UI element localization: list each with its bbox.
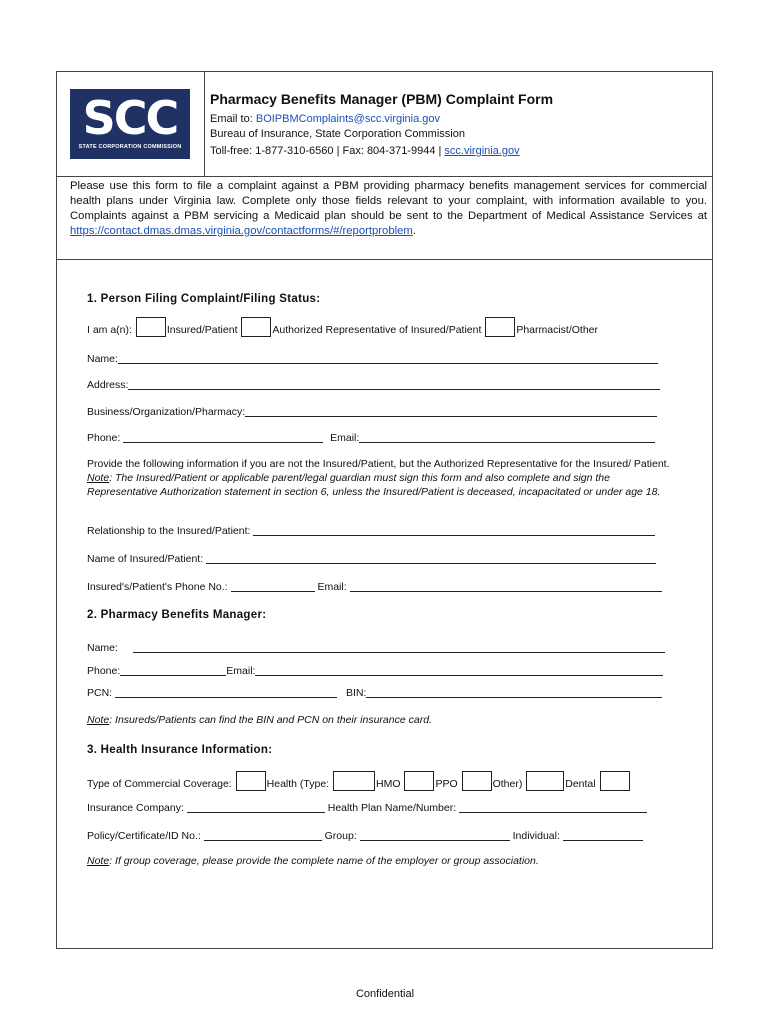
email-line [210, 113, 440, 125]
logo-sub-text: STATE CORPORATION COMMISSION [78, 144, 182, 150]
ppo-checkbox[interactable] [404, 771, 434, 791]
iam-label: I am a(n): [87, 324, 132, 336]
ppo-label: PPO [435, 778, 458, 790]
insured-email-label: Email: [317, 581, 347, 593]
insurance-company-label: Insurance Company: [87, 802, 184, 814]
bin-field[interactable] [366, 686, 662, 698]
business-field[interactable] [245, 405, 657, 417]
logo-cell [57, 72, 205, 176]
confidential-footer: Confidential [355, 988, 415, 1000]
health-plan-label: Health Plan Name/Number: [327, 802, 457, 814]
pbm-name-field[interactable] [133, 641, 665, 653]
coverage-label: Type of Commercial Coverage: [87, 778, 232, 790]
authorized-rep-label: Authorized Representative of Insured/Patient [272, 324, 482, 336]
address-row [87, 378, 660, 391]
email-label: Email: [330, 432, 360, 444]
complaint-email-link[interactable]: BOIPBMComplaints@scc.virginia.gov [255, 113, 441, 125]
pcn-field[interactable] [115, 686, 337, 698]
authorized-rep-instructions [87, 457, 679, 499]
group-note [87, 855, 539, 867]
note-text-1: : The Insured/Patient or applicable parent/legal guardian must sign this form and also complete and sign the Representative Authorization statement in section 6, unless the Insured/Patient is deceased, incapacitated or under age 18. [87, 472, 661, 498]
address-label: Address: [87, 379, 129, 391]
insurance-company-field[interactable] [187, 801, 325, 813]
email-prefix: Email to: [210, 113, 256, 125]
insured-phone-label: Insured's/Patient's Phone No.: [87, 581, 228, 593]
email-field[interactable] [359, 431, 655, 443]
policy-label: Policy/Certificate/ID No.: [87, 830, 201, 842]
phone-label: Phone: [87, 432, 121, 444]
relationship-field[interactable] [253, 524, 655, 536]
individual-label: Individual: [512, 830, 560, 842]
pharmacist-other-checkbox[interactable] [485, 317, 515, 337]
intro-text: Please use this form to file a complaint against a PBM providing pharmacy benefits management services for commercial health plans under Virginia law. Complete only those fields relevant to your complaint, with information available to you. Complaints against a PBM servicing a Medicaid plan should be sent to the Department of Medical Assistance Services at [70, 180, 707, 222]
pbm-phone-field[interactable] [120, 664, 226, 676]
note-label-2: Note [87, 714, 110, 726]
name-label: Name: [87, 353, 118, 365]
form-header [57, 72, 712, 177]
insured-name-field[interactable] [206, 552, 656, 564]
section3-title: 3. Health Insurance Information: [87, 744, 273, 756]
individual-field[interactable] [563, 829, 643, 841]
section2-title: 2. Pharmacy Benefits Manager: [87, 609, 267, 621]
authorized-rep-checkbox[interactable] [241, 317, 271, 337]
dental-checkbox[interactable] [600, 771, 630, 791]
pbm-phone-label: Phone: [87, 665, 121, 677]
section-divider [57, 259, 712, 260]
insured-email-field[interactable] [350, 580, 662, 592]
phone-email-row [87, 431, 655, 444]
dmas-report-link[interactable]: https://contact.dmas.dmas.virginia.gov/contactforms/#/reportproblem [70, 225, 413, 237]
health-label: Health (Type: [266, 778, 330, 790]
contact-line [210, 145, 520, 157]
section1-title: 1. Person Filing Complaint/Filing Status: [87, 293, 321, 305]
info-text: Provide the following information if you are not the Insured/Patient, but the Authorized Representative for the Insured/ Patient. [87, 458, 670, 470]
relationship-row [87, 524, 655, 537]
health-plan-field[interactable] [459, 801, 647, 813]
business-label: Business/Organization/Pharmacy: [87, 406, 246, 418]
note-text-2: : Insureds/Patients can find the BIN and PCN on their insurance card. [109, 714, 432, 726]
coverage-row [87, 771, 631, 791]
insured-patient-label: Insured/Patient [166, 324, 238, 336]
intro-paragraph [70, 179, 707, 239]
phone-field[interactable] [123, 431, 323, 443]
relationship-label: Relationship to the Insured/Patient: [87, 525, 251, 537]
pharmacist-other-label: Pharmacist/Other [516, 324, 599, 336]
pbm-name-label: Name: [87, 642, 118, 654]
form-title: Pharmacy Benefits Manager (PBM) Complaint Form [210, 91, 554, 107]
filing-status-row [87, 317, 598, 337]
pbm-email-label: Email: [226, 665, 256, 677]
other-label: Other) [492, 778, 523, 790]
insured-phone-row [87, 580, 662, 593]
pbm-email-field[interactable] [255, 664, 663, 676]
pbm-name-row [87, 641, 665, 654]
insured-patient-checkbox[interactable] [136, 317, 166, 337]
note-label-3: Note [87, 855, 110, 867]
company-plan-row [87, 801, 647, 814]
business-row [87, 405, 657, 418]
dental-spacer-box[interactable] [526, 771, 564, 791]
pbm-phone-email-row [87, 664, 663, 677]
website-link[interactable]: scc.virginia.gov [444, 145, 520, 157]
pcn-bin-row [87, 686, 662, 699]
group-label: Group: [324, 830, 357, 842]
insured-name-label: Name of Insured/Patient: [87, 553, 204, 565]
hmo-label: HMO [376, 778, 401, 790]
name-field[interactable] [118, 352, 658, 364]
address-field[interactable] [128, 378, 660, 390]
pcn-label: PCN: [87, 687, 113, 699]
other-checkbox[interactable] [462, 771, 492, 791]
insured-phone-field[interactable] [231, 580, 315, 592]
group-field[interactable] [360, 829, 510, 841]
scc-logo [70, 89, 190, 159]
policy-group-row [87, 829, 643, 842]
bureau-line: Bureau of Insurance, State Corporation Commission [210, 128, 465, 140]
pbm-note [87, 714, 432, 726]
note-label-1: Note [87, 472, 110, 484]
dental-label: Dental [565, 778, 596, 790]
form-frame [56, 71, 713, 949]
note-text-3: : If group coverage, please provide the complete name of the employer or group association. [109, 855, 539, 867]
hmo-checkbox[interactable] [333, 771, 375, 791]
health-checkbox[interactable] [236, 771, 266, 791]
policy-field[interactable] [204, 829, 322, 841]
bin-label: BIN: [345, 687, 367, 699]
name-row [87, 352, 658, 365]
phone-fax-text: Toll-free: 1-877-310-6560 | Fax: 804-371-9944 | [210, 145, 445, 157]
intro-end: . [412, 225, 416, 237]
logo-main-text: SCC [82, 91, 178, 145]
insured-name-row [87, 552, 656, 565]
